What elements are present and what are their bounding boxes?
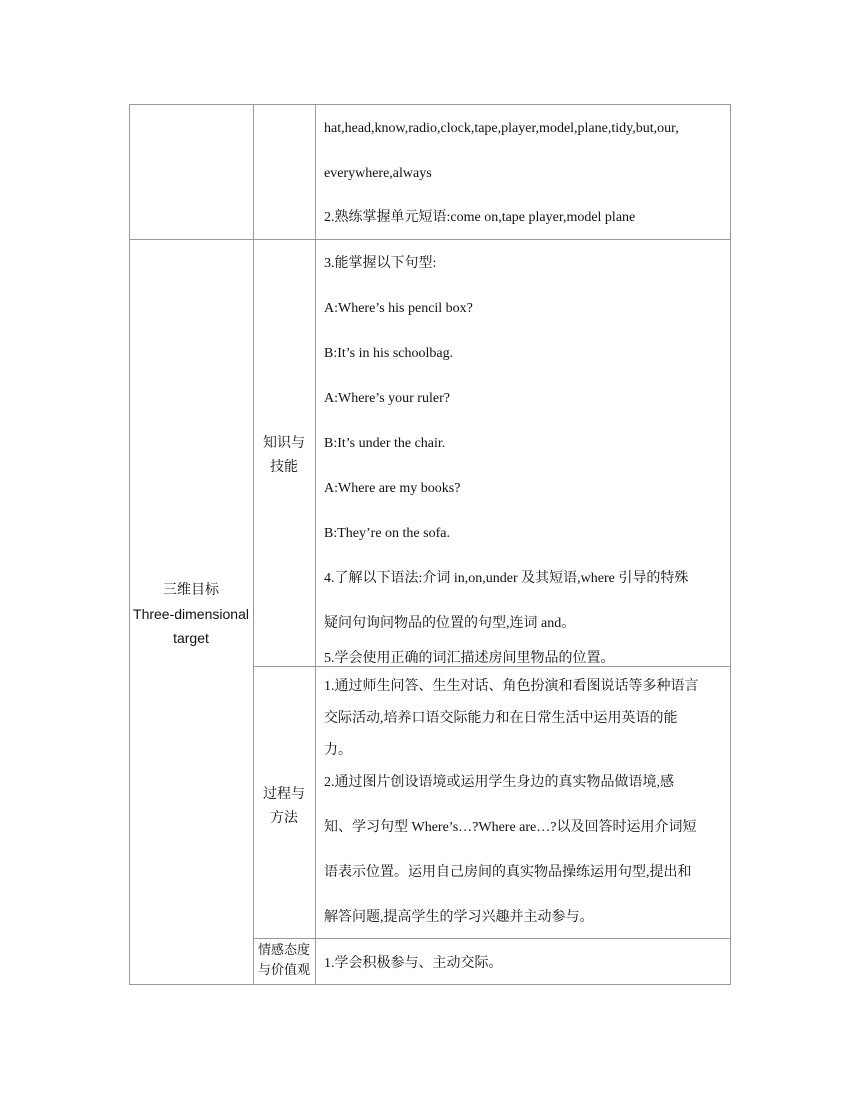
- vocabulary-line: everywhere,always: [324, 166, 432, 181]
- category-label-en: target: [173, 630, 209, 646]
- knowledge-line: B:It’s in his schoolbag.: [324, 346, 454, 361]
- table-border-right: [730, 104, 731, 985]
- column-divider-1: [253, 104, 254, 985]
- process-label: 过程与: [263, 786, 305, 802]
- process-line: 交际活动,培养口语交际能力和在日常生活中运用英语的能: [324, 711, 678, 726]
- knowledge-label: 知识与: [263, 435, 305, 451]
- knowledge-line: 3.能掌握以下句型:: [324, 256, 437, 271]
- knowledge-line: B:It’s under the chair.: [324, 436, 446, 451]
- table-border-bottom: [129, 984, 731, 985]
- row-divider-top: [129, 239, 731, 240]
- emotion-line: 1.学会积极参与、主动交际。: [324, 956, 503, 971]
- knowledge-line: 4.了解以下语法:介词 in,on,under 及其短语,where 引导的特殊: [324, 571, 689, 586]
- knowledge-line: A:Where are my books?: [324, 481, 461, 496]
- knowledge-line: A:Where’s his pencil box?: [324, 301, 473, 316]
- table-border-left: [129, 104, 130, 985]
- process-line: 解答问题,提高学生的学习兴趣并主动参与。: [324, 910, 594, 925]
- process-line: 力。: [324, 743, 352, 758]
- vocabulary-line: hat,head,know,radio,clock,tape,player,model,plane,tidy,but,our,: [324, 121, 679, 136]
- phrases-line: 2.熟练掌握单元短语:come on,tape player,model plane: [324, 210, 636, 225]
- table-border-top: [129, 104, 731, 105]
- process-line: 知、学习句型 Where’s…?Where are…?以及回答时运用介词短: [324, 820, 697, 835]
- objectives-table: [129, 104, 731, 985]
- column-divider-2: [315, 104, 316, 985]
- knowledge-line: A:Where’s your ruler?: [324, 391, 450, 406]
- category-label: 三维目标: [163, 582, 219, 598]
- emotion-label: 情感态度: [257, 943, 310, 958]
- knowledge-line: 疑问句询问物品的位置的句型,连词 and。: [324, 616, 576, 631]
- process-line: 2.通过图片创设语境或运用学生身边的真实物品做语境,感: [324, 775, 674, 790]
- category-label-en: Three-dimensional: [133, 606, 249, 622]
- row-divider-process: [253, 938, 731, 939]
- knowledge-label: 技能: [270, 459, 298, 475]
- process-label: 方法: [270, 810, 298, 826]
- process-line: 语表示位置。运用自己房间的真实物品操练运用句型,提出和: [324, 865, 692, 880]
- emotion-label: 与价值观: [257, 963, 310, 978]
- knowledge-line: 5.学会使用正确的词汇描述房间里物品的位置。: [324, 651, 615, 666]
- process-line: 1.通过师生问答、生生对话、角色扮演和看图说话等多种语言: [324, 679, 699, 694]
- knowledge-line: B:They’re on the sofa.: [324, 526, 450, 541]
